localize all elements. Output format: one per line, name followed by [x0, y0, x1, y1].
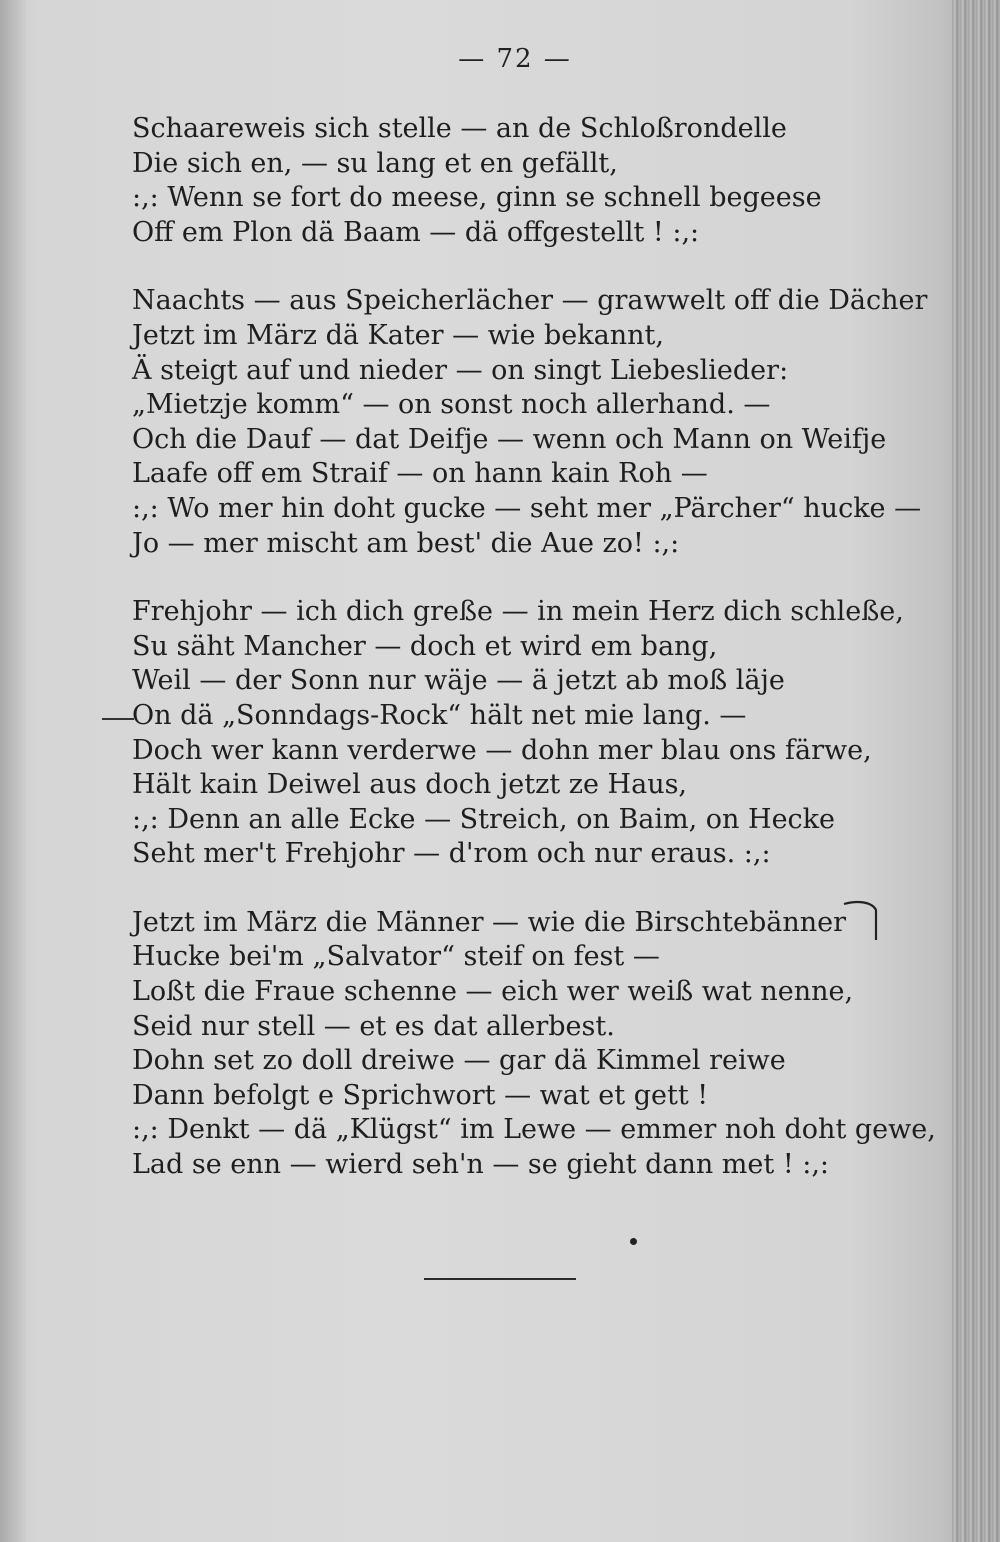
poem-line: Ä steigt auf und nieder — on singt Liebeslieder:: [132, 354, 789, 386]
poem-line: Jetzt im März die Männer — wie die Birschtebänner: [132, 906, 847, 938]
poem-line: :,: Denn an alle Ecke — Streich, on Baim, on Hecke: [132, 803, 836, 835]
poem-line: Doch wer kann verderwe — dohn mer blau ons färwe,: [132, 734, 872, 766]
poem-line: Su säht Mancher — doch et wird em bang,: [132, 630, 718, 662]
stanza-3: [132, 595, 912, 872]
poem-line: Seid nur stell — et es dat allerbest.: [132, 1010, 615, 1042]
poem-line: Hucke bei'm „Salvator“ steif on fest —: [132, 941, 660, 973]
poem-line: Laafe off em Straif — on hann kain Roh —: [132, 458, 708, 490]
pencil-mark: [102, 718, 134, 720]
stanza-2: [132, 284, 928, 561]
poem-line: On dä „Sonndags-Rock“ hält net mie lang. —: [132, 699, 747, 731]
poem-line: Jo — mer mischt am best' die Aue zo! :,:: [132, 527, 680, 559]
poem-line: Dann befolgt e Sprichwort — wat et gett !: [132, 1079, 709, 1111]
poem-line: Off em Plon dä Baam — dä offgestellt ! :,:: [132, 216, 700, 248]
end-rule: [424, 1278, 576, 1280]
page-gutter: [0, 0, 26, 1542]
poem-line: Schaareweis sich stelle — an de Schloßrondelle: [132, 113, 787, 144]
poem-line: Loßt die Fraue schenne — eich wer weiß wat nenne,: [132, 976, 854, 1008]
poem-line: Och die Dauf — dat Deifje — wenn och Mann on Weifje: [132, 423, 887, 455]
page-number: — 72 —: [458, 44, 572, 74]
stanza-4: [132, 906, 936, 1183]
poem-line: Jetzt im März dä Kater — wie bekannt,: [132, 319, 664, 351]
poem-line: Weil — der Sonn nur wäje — ä jetzt ab moß läje: [132, 665, 785, 697]
poem-line: Frehjohr — ich dich greße — in mein Herz dich schleße,: [132, 596, 904, 628]
margin-bracket-mark: [842, 898, 882, 944]
poem-line: :,: Wo mer hin doht gucke — seht mer „Pärcher“ hucke —: [132, 492, 922, 524]
poem-line: Lad se enn — wierd seh'n — se gieht dann met ! :,:: [132, 1149, 830, 1181]
poem-line: Hält kain Deiwel aus doch jetzt ze Haus,: [132, 769, 688, 801]
poem: [132, 112, 936, 1217]
poem-line: Seht mer't Frehjohr — d'rom och nur eraus. :,:: [132, 838, 771, 870]
poem-line: :,: Denkt — dä „Klügst“ im Lewe — emmer noh doht gewe,: [132, 1114, 936, 1146]
poem-line: Die sich en, — su lang et en gefällt,: [132, 147, 618, 179]
poem-line: Naachts — aus Speicherlächer — grawwelt off die Dächer: [132, 285, 928, 317]
poem-line: „Mietzje komm“ — on sonst noch allerhand. —: [132, 389, 771, 421]
stanza-1: [132, 112, 912, 250]
poem-line: :,: Wenn se fort do meese, ginn se schnell begeese: [132, 182, 822, 214]
ink-dot: [630, 1238, 637, 1245]
page-edge: [952, 0, 1000, 1542]
poem-line: Dohn set zo doll dreiwe — gar dä Kimmel reiwe: [132, 1045, 786, 1077]
